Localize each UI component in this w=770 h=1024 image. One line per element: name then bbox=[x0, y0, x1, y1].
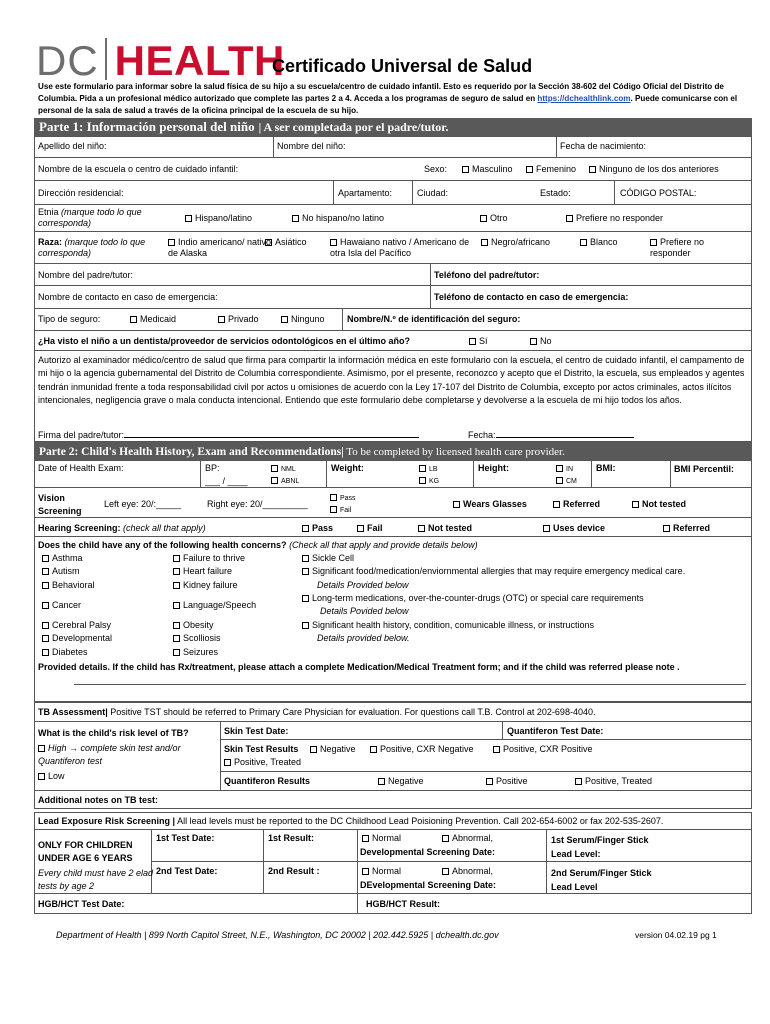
lead-every-child: Every child must have 2 elad tests by age 2 bbox=[38, 868, 154, 891]
checkbox[interactable] bbox=[42, 635, 49, 642]
date-exam-label: Date of Health Exam: bbox=[38, 463, 124, 473]
hearing-pass[interactable]: Pass bbox=[302, 523, 333, 534]
part2-note: To be completed by licensed health care provider. bbox=[343, 446, 565, 458]
fecha-nac-label: Fecha de nacimiento: bbox=[560, 141, 647, 151]
footer-address: Department of Health | 899 North Capitol Street, N.E., Washington, DC 20002 | 202.442.5925 | dchealth.dc.gov bbox=[56, 930, 499, 940]
checkbox[interactable] bbox=[650, 239, 657, 246]
checkbox[interactable] bbox=[224, 759, 231, 766]
hearing-fail[interactable]: Fail bbox=[357, 523, 383, 534]
part2-header bbox=[34, 442, 752, 460]
checkbox[interactable] bbox=[185, 215, 192, 222]
checkbox[interactable] bbox=[370, 746, 377, 753]
checkbox[interactable] bbox=[357, 525, 364, 532]
checkbox[interactable] bbox=[442, 835, 449, 842]
checkbox[interactable] bbox=[530, 338, 537, 345]
part2-title: Parte 2: Child's Health History, Exam and Recommendations| bbox=[39, 446, 344, 458]
lead-serum-2: 2nd Serum/Finger Stick Lead Level bbox=[551, 868, 652, 892]
lead-1st-date: 1st Test Date: bbox=[156, 833, 215, 843]
checkbox[interactable] bbox=[42, 568, 49, 575]
etnia-label: Etnia (marque todo lo que corresponda) bbox=[38, 207, 142, 228]
dentista-no[interactable]: No bbox=[530, 336, 552, 347]
checkbox[interactable] bbox=[362, 835, 369, 842]
checkbox[interactable] bbox=[453, 501, 460, 508]
concern-kidney-failure[interactable]: Kidney failure bbox=[173, 580, 238, 591]
checkbox[interactable] bbox=[543, 525, 550, 532]
apellido-label: Apellido del niño: bbox=[38, 141, 107, 151]
raza-label: Raza: (marque todo lo que corresponda) bbox=[38, 237, 146, 258]
weight-label: Weight: bbox=[331, 463, 364, 473]
concern-medications[interactable]: Long-term medications, over-the-counter-drugs (OTC) or special care requirements bbox=[302, 593, 644, 604]
height-in[interactable]: IN bbox=[556, 464, 573, 475]
weight-kg[interactable]: KG bbox=[419, 476, 439, 487]
padre-label: Nombre del padre/tutor: bbox=[38, 270, 134, 280]
checkbox[interactable] bbox=[292, 215, 299, 222]
checkbox[interactable] bbox=[173, 582, 180, 589]
checkbox[interactable] bbox=[580, 239, 587, 246]
sexo-femenino[interactable]: Femenino bbox=[526, 164, 576, 175]
dentista-question: ¿Ha visto el niño a un dentista/proveedor de servicios odontológicos en el último año? bbox=[38, 336, 411, 346]
emergencia-label: Nombre de contacto en caso de emergencia: bbox=[38, 292, 218, 302]
part1-title: Parte 1: Información personal del niño bbox=[39, 119, 255, 134]
checkbox[interactable] bbox=[418, 525, 425, 532]
vision-fail[interactable]: Fail bbox=[330, 505, 351, 516]
wears-glasses[interactable]: Wears Glasses bbox=[453, 499, 527, 510]
estado-label: Estado: bbox=[540, 188, 571, 198]
checkbox[interactable] bbox=[556, 465, 563, 472]
hgb-result: HGB/HCT Result: bbox=[366, 899, 440, 909]
nombre-label: Nombre del niño: bbox=[277, 141, 346, 151]
checkbox[interactable] bbox=[486, 778, 493, 785]
right-eye[interactable]: Right eye: 20/_________ bbox=[207, 499, 308, 509]
authorization-text: Autorizo al examinador médico/centro de salud que firma para compartir la información médica en este formulario con la escuela, el centro de cuidado infantil, el campamento de mi hijo o la agencia gubernamental del Distrito de Columbia correspondiente. Asimismo, por el presente, reconozco y acepto que el Distrito, la escuela, sus empleados y agentes tendrán inmunidad frente a toda responsabilidad civil por actos u omisiones de acuerdo con la Ley 17-107 del Distrito de Columbia, excepto por actos criminales, actos ilícitos intencionales, negligencia grave o mala conducta intencional. Entiendo que este formulario debe completarse y devolverse a la escuela de mi hijo todos los años. bbox=[38, 355, 745, 405]
checkbox[interactable] bbox=[42, 649, 49, 656]
bp-label: BP: bbox=[205, 463, 220, 473]
lead-2nd-result: 2nd Result : bbox=[268, 866, 320, 876]
checkbox[interactable] bbox=[302, 555, 309, 562]
page-title: Certificado Universal de Salud bbox=[272, 56, 533, 76]
checkbox[interactable] bbox=[173, 622, 180, 629]
checkbox[interactable] bbox=[173, 555, 180, 562]
fecha-label: Fecha: bbox=[468, 428, 634, 441]
lead-dev-date-1: Developmental Screening Date: bbox=[360, 847, 496, 857]
checkbox[interactable] bbox=[271, 465, 278, 472]
details-2: Details Povided below bbox=[320, 606, 409, 616]
checkbox[interactable] bbox=[462, 166, 469, 173]
raza-indio[interactable]: Indio americano/ nativo de Alaska bbox=[168, 237, 272, 258]
concerns-question: Does the child have any of the following health concerns? (Check all that apply and provide details below) bbox=[38, 540, 478, 550]
provided-details-text: Provided details. If the child has Rx/treatment, please attach a complete Medication/Medical Treatment form; and if the child was referred please note . bbox=[38, 662, 680, 672]
checkbox[interactable] bbox=[173, 635, 180, 642]
bmi-label: BMI: bbox=[596, 463, 616, 473]
quanti-positive[interactable]: Positive bbox=[486, 776, 528, 787]
checkbox[interactable] bbox=[42, 602, 49, 609]
concern-autism[interactable]: Autism bbox=[42, 566, 80, 577]
lead-title: Lead Exposure Risk Screening | All lead levels must be reported to the DC Childhood Lead Poisioning Prevention. Call 202-654-6002 or fax 202-535-2607. bbox=[38, 816, 664, 826]
checkbox[interactable] bbox=[589, 166, 596, 173]
part1-note: | A ser completada por el padre/tutor. bbox=[258, 120, 449, 134]
vision-not-tested[interactable]: Not tested bbox=[632, 499, 686, 510]
checkbox[interactable] bbox=[42, 555, 49, 562]
skin-results-label: Skin Test Results bbox=[224, 744, 299, 754]
checkbox[interactable] bbox=[419, 465, 426, 472]
ciudad-label: Ciudad: bbox=[417, 188, 449, 198]
intro-text-2: . Puede comunicarse con el personal de la sala de salud a través de la oficina principal de la escuela de su hijo. bbox=[38, 94, 738, 115]
concern-diabetes[interactable]: Diabetes bbox=[42, 647, 88, 658]
checkbox[interactable] bbox=[42, 582, 49, 589]
checkbox[interactable] bbox=[218, 316, 225, 323]
concern-language[interactable]: Language/Speech bbox=[173, 600, 256, 611]
checkbox[interactable] bbox=[42, 622, 49, 629]
concern-behavioral[interactable]: Behavioral bbox=[42, 580, 95, 591]
skin-pos-cxr-neg[interactable]: Positive, CXR Negative bbox=[370, 744, 474, 755]
checkbox[interactable] bbox=[378, 778, 385, 785]
checkbox[interactable] bbox=[302, 595, 309, 602]
hearing-referred[interactable]: Referred bbox=[663, 523, 710, 534]
checkbox[interactable] bbox=[419, 477, 426, 484]
concern-cancer[interactable]: Cancer bbox=[42, 600, 81, 611]
skin-pos-treated[interactable]: Positive, Treated bbox=[224, 757, 301, 768]
row-parent bbox=[34, 264, 752, 286]
checkbox[interactable] bbox=[493, 746, 500, 753]
seguro-privado[interactable]: Privado bbox=[218, 314, 259, 325]
checkbox[interactable] bbox=[302, 568, 309, 575]
tb-high[interactable]: High → complete skin test and/or Quantiferon test bbox=[38, 743, 181, 766]
tb-low[interactable]: Low bbox=[38, 771, 65, 782]
checkbox[interactable] bbox=[173, 649, 180, 656]
height-cm[interactable]: CM bbox=[556, 476, 577, 487]
lead-2nd-normal[interactable]: Normal bbox=[362, 866, 401, 877]
checkbox[interactable] bbox=[265, 239, 272, 246]
etnia-no-hispano[interactable]: No hispano/no latino bbox=[292, 213, 384, 224]
checkbox[interactable] bbox=[38, 745, 45, 752]
hearing-uses-device[interactable]: Uses device bbox=[543, 523, 605, 534]
checkbox[interactable] bbox=[173, 568, 180, 575]
lead-only-children: ONLY FOR CHILDREN UNDER AGE 6 YEARS bbox=[38, 840, 133, 863]
lead-1st-result: 1st Result: bbox=[268, 833, 315, 843]
hgb-test-date: HGB/HCT Test Date: bbox=[38, 899, 125, 909]
tipo-seguro-label: Tipo de seguro: bbox=[38, 314, 101, 324]
tb-additional-notes: Additional notes on TB test: bbox=[38, 795, 158, 805]
logo-health: HEALTH bbox=[114, 37, 285, 84]
checkbox[interactable] bbox=[302, 525, 309, 532]
tel-emergencia-label: Teléfono de contacto en caso de emergencia: bbox=[434, 292, 629, 302]
logo-divider bbox=[105, 38, 107, 80]
concern-heart-failure[interactable]: Heart failure bbox=[173, 566, 232, 577]
logo-dc: DC bbox=[36, 37, 99, 84]
concern-seizures[interactable]: Seizures bbox=[173, 647, 218, 658]
lead-2nd-date: 2nd Test Date: bbox=[156, 866, 218, 876]
fecha-line[interactable] bbox=[496, 428, 634, 438]
hearing-label: Hearing Screening: (check all that apply) bbox=[38, 523, 206, 533]
checkbox[interactable] bbox=[310, 746, 317, 753]
hearing-not-tested[interactable]: Not tested bbox=[418, 523, 472, 534]
intro-text bbox=[38, 81, 744, 117]
dc-health-logo bbox=[36, 36, 285, 82]
provided-details-line[interactable] bbox=[74, 684, 746, 685]
raza-negro[interactable]: Negro/africano bbox=[481, 237, 550, 248]
bmi-percentil-label: BMI Percentil: bbox=[674, 464, 735, 474]
checkbox[interactable] bbox=[663, 525, 670, 532]
checkbox[interactable] bbox=[362, 868, 369, 875]
tb-risk-question: What is the child's risk level of TB? bbox=[38, 728, 189, 738]
concern-scoliosis[interactable]: Scolliosis bbox=[173, 633, 221, 644]
vision-referred[interactable]: Referred bbox=[553, 499, 600, 510]
quanti-pos-treated[interactable]: Positive, Treated bbox=[575, 776, 652, 787]
checkbox[interactable] bbox=[330, 506, 337, 513]
checkbox[interactable] bbox=[330, 239, 337, 246]
checkbox[interactable] bbox=[566, 215, 573, 222]
checkbox[interactable] bbox=[442, 868, 449, 875]
details-1: Details Provided below bbox=[317, 580, 409, 590]
sexo-ninguno[interactable]: Ninguno de los dos anteriores bbox=[589, 164, 719, 175]
raza-blanco[interactable]: Blanco bbox=[580, 237, 618, 248]
checkbox[interactable] bbox=[526, 166, 533, 173]
concern-sickle-cell[interactable]: Sickle Cell bbox=[302, 553, 354, 564]
dentista-si[interactable]: Sí bbox=[469, 336, 488, 347]
concern-asthma[interactable]: Asthma bbox=[42, 553, 83, 564]
apartamento-label: Apartamento: bbox=[338, 188, 393, 198]
lead-1st-normal[interactable]: Normal bbox=[362, 833, 401, 844]
checkbox[interactable] bbox=[38, 773, 45, 780]
vision-label: Vision Screening bbox=[38, 493, 82, 516]
seguro-ninguno[interactable]: Ninguno bbox=[281, 314, 325, 325]
skin-test-date: Skin Test Date: bbox=[224, 726, 289, 736]
lead-dev-date-2: DEvelopmental Screening Date: bbox=[360, 880, 497, 890]
concern-failure-thrive[interactable]: Failure to thrive bbox=[173, 553, 245, 564]
bp-abnl[interactable]: ABNL bbox=[271, 476, 299, 487]
checkbox[interactable] bbox=[481, 239, 488, 246]
codigo-postal-label: CÓDIGO POSTAL: bbox=[620, 188, 697, 198]
seguro-medicaid[interactable]: Medicaid bbox=[130, 314, 176, 325]
health-link[interactable]: https://dchealthlink.com bbox=[537, 94, 631, 103]
checkbox[interactable] bbox=[271, 477, 278, 484]
details-3: Details provided below. bbox=[317, 633, 410, 643]
checkbox[interactable] bbox=[632, 501, 639, 508]
num-seguro-label: Nombre/N.º de identificación del seguro: bbox=[347, 314, 521, 324]
height-label: Height: bbox=[478, 463, 509, 473]
checkbox[interactable] bbox=[556, 477, 563, 484]
intro-text-1: Use este formulario para informar sobre la salud física de su hijo a su escuela/centro de cuidado infantil. Esto es requerido por la Sección 38-602 del Código Oficial del Distrito de Columbia. Pida a un profesional médico autorizado que complete las partes 2 a 4. Acceda a los programas de seguro de salud en bbox=[38, 82, 724, 103]
row-exam bbox=[34, 460, 752, 488]
etnia-hispano[interactable]: Hispano/latino bbox=[185, 213, 252, 224]
checkbox[interactable] bbox=[173, 602, 180, 609]
raza-prefiere[interactable]: Prefiere no responder bbox=[650, 237, 705, 258]
direccion-label: Dirección residencial: bbox=[38, 188, 124, 198]
raza-hawaiano[interactable]: Hawaiano nativo / Americano de otra Isla del Pacífico bbox=[330, 237, 470, 258]
bp-nml[interactable]: NML bbox=[271, 464, 296, 475]
sexo-label: Sexo: bbox=[424, 164, 448, 174]
lead-2nd-abnormal[interactable]: Abnormal, bbox=[442, 866, 493, 877]
part1-header bbox=[34, 118, 752, 136]
checkbox[interactable] bbox=[130, 316, 137, 323]
tel-padre-label: Teléfono del padre/tutor: bbox=[434, 270, 540, 280]
concern-developmental[interactable]: Developmental bbox=[42, 633, 112, 644]
firma-line[interactable] bbox=[124, 428, 419, 438]
checkbox[interactable] bbox=[302, 622, 309, 629]
tb-title: TB Assessment| Positive TST should be referred to Primary Care Physician for evaluation. For questions call T.B. Control at 202-698-4040. bbox=[38, 707, 596, 717]
checkbox[interactable] bbox=[469, 338, 476, 345]
etnia-prefiere[interactable]: Prefiere no responder bbox=[566, 213, 663, 224]
concern-allergies[interactable]: Significant food/medication/enviornmental allergies that may require emergency medical care. bbox=[302, 566, 685, 577]
escuela-label: Nombre de la escuela o centro de cuidado infantil: bbox=[38, 164, 239, 174]
checkbox[interactable] bbox=[575, 778, 582, 785]
weight-lb[interactable]: LB bbox=[419, 464, 438, 475]
quantiferon-date: Quantiferon Test Date: bbox=[507, 726, 604, 736]
etnia-otro[interactable]: Otro bbox=[480, 213, 508, 224]
checkbox[interactable] bbox=[553, 501, 560, 508]
concern-cerebral-palsy[interactable]: Cerebral Palsy bbox=[42, 620, 111, 631]
quanti-negative[interactable]: Negative bbox=[378, 776, 424, 787]
skin-negative[interactable]: Negative bbox=[310, 744, 356, 755]
raza-asiatico[interactable]: Asiático bbox=[265, 237, 307, 248]
lead-serum-1: 1st Serum/Finger Stick Lead Level: bbox=[551, 835, 649, 859]
firma-label: Firma del padre/tutor: bbox=[38, 428, 419, 441]
checkbox[interactable] bbox=[330, 494, 337, 501]
quantiferon-results-label: Quantiferon Results bbox=[224, 776, 311, 786]
checkbox[interactable] bbox=[168, 239, 175, 246]
footer-version: version 04.02.19 pg 1 bbox=[635, 930, 717, 940]
vision-pass[interactable]: Pass bbox=[330, 493, 356, 504]
bp-slash: ___ / ____ bbox=[205, 476, 248, 486]
checkbox[interactable] bbox=[480, 215, 487, 222]
skin-pos-cxr-pos[interactable]: Positive, CXR Positive bbox=[493, 744, 593, 755]
checkbox[interactable] bbox=[281, 316, 288, 323]
concern-history[interactable]: Significant health history, condition, comunicable illness, or instructions bbox=[302, 620, 594, 631]
sexo-masculino[interactable]: Masculino bbox=[462, 164, 513, 175]
left-eye[interactable]: Left eye: 20/:_____ bbox=[104, 499, 182, 509]
lead-1st-abnormal[interactable]: Abnormal, bbox=[442, 833, 493, 844]
concern-obesity[interactable]: Obesity bbox=[173, 620, 214, 631]
